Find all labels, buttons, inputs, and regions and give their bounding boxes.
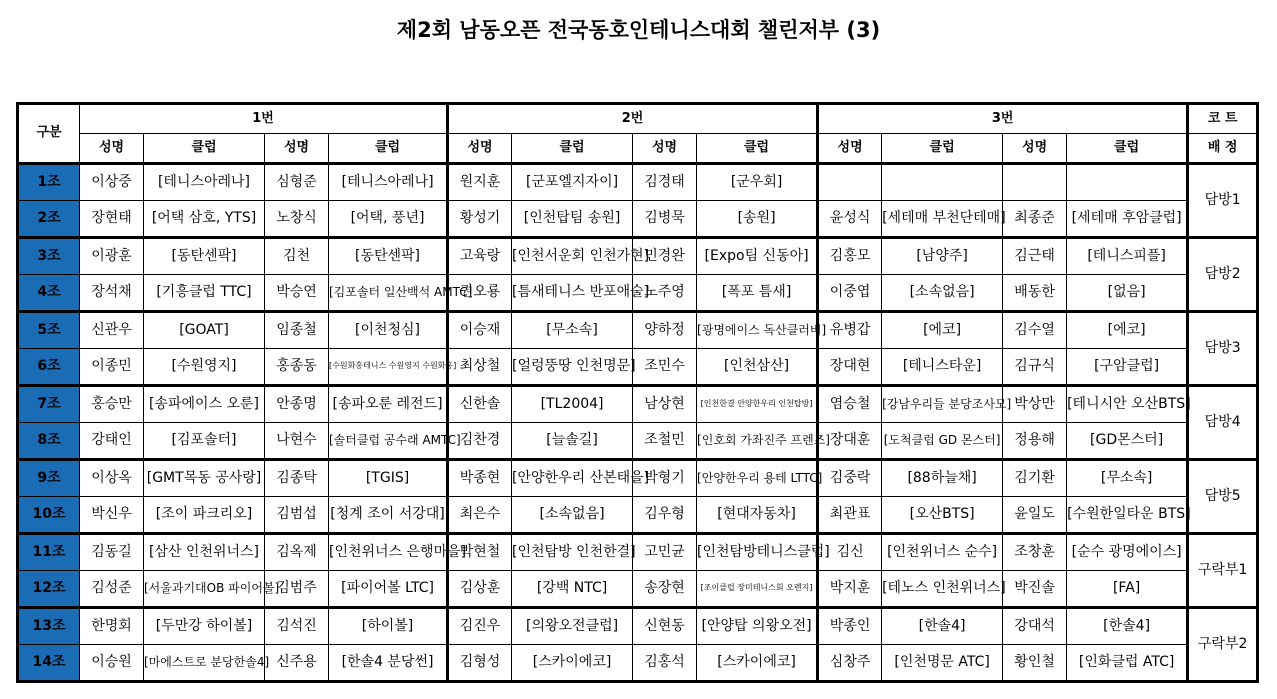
player-name: 장대현 [818, 349, 882, 386]
player-club: [테노스 인천위너스] [882, 571, 1003, 608]
player-club: [삼산 인천위너스] [144, 534, 265, 571]
player-club: [인천탐방 인천한결] [512, 534, 633, 571]
table-row [18, 164, 1258, 201]
player-name: 박형기 [633, 460, 697, 497]
player-club: [세테매 부천단테매] [882, 201, 1003, 238]
player-club: [TGIS] [329, 460, 448, 497]
group-number: 6조 [18, 349, 80, 386]
court-assignment: 구락부1 [1188, 534, 1258, 608]
player-club: [마에스트로 분당한솔4] [144, 645, 265, 682]
player-club [1067, 164, 1188, 201]
player-name: 박신우 [80, 497, 144, 534]
table-row [18, 386, 1258, 423]
player-name: 최은수 [448, 497, 512, 534]
group-number: 13조 [18, 608, 80, 645]
player-name: 김기환 [1003, 460, 1067, 497]
player-club: [조이클럽 장미테니스회 오렌지] [697, 571, 818, 608]
player-club: [안양한우리 산본태을] [512, 460, 633, 497]
player-name: 박현철 [448, 534, 512, 571]
player-name: 최관표 [818, 497, 882, 534]
player-name: 노창식 [265, 201, 329, 238]
player-name: 김홍석 [633, 645, 697, 682]
court-col-header-top: 코 트 [1188, 104, 1258, 134]
player-name: 배동한 [1003, 275, 1067, 312]
player-name: 김수열 [1003, 312, 1067, 349]
player-name: 박상만 [1003, 386, 1067, 423]
player-club: [안양탑 의왕오전] [697, 608, 818, 645]
table-row [18, 238, 1258, 275]
player-name: 이승원 [80, 645, 144, 682]
player-club: [없음] [1067, 275, 1188, 312]
player-name: 홍종동 [265, 349, 329, 386]
group-number: 5조 [18, 312, 80, 349]
player-name: 김형성 [448, 645, 512, 682]
player-club: [인천삼산] [697, 349, 818, 386]
player-club: [인천탐방테니스클럽] [697, 534, 818, 571]
table-row [18, 497, 1258, 534]
player-name [818, 164, 882, 201]
court-col-header-bottom: 배 정 [1188, 134, 1258, 164]
player-name: 고육랑 [448, 238, 512, 275]
player-name: 박지훈 [818, 571, 882, 608]
player-club: [무소속] [1067, 460, 1188, 497]
name-header: 성명 [448, 134, 512, 164]
player-club: [에코] [882, 312, 1003, 349]
player-club: [FA] [1067, 571, 1188, 608]
player-club: [수원한일타운 BTS] [1067, 497, 1188, 534]
player-club: [동탄센팍] [144, 238, 265, 275]
table-row [18, 349, 1258, 386]
player-club: [한솔4] [882, 608, 1003, 645]
player-club: [수원영지] [144, 349, 265, 386]
player-club: [테니스피플] [1067, 238, 1188, 275]
player-name: 김동길 [80, 534, 144, 571]
player-club: [어택, 풍년] [329, 201, 448, 238]
court-assignment: 담방5 [1188, 460, 1258, 534]
court3-header: 3번 [818, 104, 1188, 134]
club-header: 클럽 [697, 134, 818, 164]
player-name: 홍승만 [80, 386, 144, 423]
player-name: 김종탁 [265, 460, 329, 497]
player-name: 유병갑 [818, 312, 882, 349]
player-name: 김우형 [633, 497, 697, 534]
player-club: [하이볼] [329, 608, 448, 645]
table-row [18, 423, 1258, 460]
group-header: 구분 [18, 104, 80, 164]
group-number: 8조 [18, 423, 80, 460]
player-name: 한명회 [80, 608, 144, 645]
player-name: 송장현 [633, 571, 697, 608]
player-club: [인천위너스 순수] [882, 534, 1003, 571]
player-club: [세테매 후암클럽] [1067, 201, 1188, 238]
player-club: [강백 NTC] [512, 571, 633, 608]
court-assignment: 담방3 [1188, 312, 1258, 386]
group-number: 14조 [18, 645, 80, 682]
player-name: 장현태 [80, 201, 144, 238]
player-name: 권오룡 [448, 275, 512, 312]
player-name: 신관우 [80, 312, 144, 349]
player-club: [Expo팀 신동아] [697, 238, 818, 275]
player-name: 김상훈 [448, 571, 512, 608]
player-name [1003, 164, 1067, 201]
group-number: 2조 [18, 201, 80, 238]
player-name: 김경태 [633, 164, 697, 201]
player-club: [의왕오전클럽] [512, 608, 633, 645]
player-club: [에코] [1067, 312, 1188, 349]
player-name: 신현동 [633, 608, 697, 645]
group-number: 11조 [18, 534, 80, 571]
player-club: [청계 조이 서강대] [329, 497, 448, 534]
table-row [18, 201, 1258, 238]
player-club: [기흥클럽 TTC] [144, 275, 265, 312]
player-name: 윤성식 [818, 201, 882, 238]
player-name: 최종준 [1003, 201, 1067, 238]
table-row [18, 608, 1258, 645]
player-club: [인천위너스 은행마을] [329, 534, 448, 571]
player-name: 김규식 [1003, 349, 1067, 386]
player-club: [한솔4] [1067, 608, 1188, 645]
table-row [18, 312, 1258, 349]
player-club: [88하늘채] [882, 460, 1003, 497]
player-club: [이천청심] [329, 312, 448, 349]
player-name: 신한솔 [448, 386, 512, 423]
name-header: 성명 [1003, 134, 1067, 164]
group-number: 4조 [18, 275, 80, 312]
group-number: 3조 [18, 238, 80, 275]
player-club: [테니스타운] [882, 349, 1003, 386]
name-header: 성명 [633, 134, 697, 164]
player-name: 조창훈 [1003, 534, 1067, 571]
player-name: 장대훈 [818, 423, 882, 460]
player-club: [소속없음] [512, 497, 633, 534]
player-name: 민경완 [633, 238, 697, 275]
player-name: 조철민 [633, 423, 697, 460]
player-club: [인천한결 안양한우리 인천탑방] [697, 386, 818, 423]
player-name: 김진우 [448, 608, 512, 645]
player-name: 박종현 [448, 460, 512, 497]
player-name: 김근태 [1003, 238, 1067, 275]
name-header: 성명 [80, 134, 144, 164]
name-header: 성명 [818, 134, 882, 164]
player-club: [솔터클럽 공수래 AMTC] [329, 423, 448, 460]
player-name: 김범주 [265, 571, 329, 608]
player-club: [서울과기대OB 파이어볼] [144, 571, 265, 608]
player-name: 김옥제 [265, 534, 329, 571]
club-header: 클럽 [329, 134, 448, 164]
player-name: 최상철 [448, 349, 512, 386]
player-club: [도척클럽 GD 몬스터] [882, 423, 1003, 460]
club-header: 클럽 [144, 134, 265, 164]
player-club: [무소속] [512, 312, 633, 349]
player-club: [조이 파크리오] [144, 497, 265, 534]
player-club: [송파오룬 레전드] [329, 386, 448, 423]
player-club: [테니스아레나] [329, 164, 448, 201]
player-name: 양하정 [633, 312, 697, 349]
club-header: 클럽 [512, 134, 633, 164]
player-name: 김성준 [80, 571, 144, 608]
player-club: [송원] [697, 201, 818, 238]
player-club: [김포솔터] [144, 423, 265, 460]
player-name: 김범섭 [265, 497, 329, 534]
player-club: [스카이에코] [512, 645, 633, 682]
player-club: [틈새테니스 반포애술] [512, 275, 633, 312]
player-name: 김병묵 [633, 201, 697, 238]
player-name: 고민균 [633, 534, 697, 571]
player-club: [오산BTS] [882, 497, 1003, 534]
club-header: 클럽 [1067, 134, 1188, 164]
player-name: 이상중 [80, 164, 144, 201]
player-name: 남상현 [633, 386, 697, 423]
player-name: 나현수 [265, 423, 329, 460]
table-row [18, 534, 1258, 571]
player-club: [인천서운회 인천가현] [512, 238, 633, 275]
player-name: 이상옥 [80, 460, 144, 497]
player-name: 박진솔 [1003, 571, 1067, 608]
player-name: 이승재 [448, 312, 512, 349]
player-club: [테니시안 오산BTS] [1067, 386, 1188, 423]
player-name: 심형준 [265, 164, 329, 201]
player-club: [GD몬스터] [1067, 423, 1188, 460]
court-assignment: 담방2 [1188, 238, 1258, 312]
player-name: 이중엽 [818, 275, 882, 312]
table-row [18, 460, 1258, 497]
player-club: [광명에이스 독산클러버] [697, 312, 818, 349]
player-club: [남양주] [882, 238, 1003, 275]
player-club: [파이어볼 LTC] [329, 571, 448, 608]
player-club [882, 164, 1003, 201]
player-club: [동탄센팍] [329, 238, 448, 275]
player-club: [GMT목동 공사랑] [144, 460, 265, 497]
name-header: 성명 [265, 134, 329, 164]
bracket-table [16, 102, 1259, 683]
court-assignment: 담방1 [1188, 164, 1258, 238]
player-name: 신주용 [265, 645, 329, 682]
player-club: [강남우리들 분당조사모] [882, 386, 1003, 423]
player-club: [인천명문 ATC] [882, 645, 1003, 682]
player-name: 심창주 [818, 645, 882, 682]
group-number: 7조 [18, 386, 80, 423]
player-name: 노주영 [633, 275, 697, 312]
group-number: 12조 [18, 571, 80, 608]
player-club: [폭포 틈새] [697, 275, 818, 312]
player-club: [늘솔길] [512, 423, 633, 460]
group-number: 1조 [18, 164, 80, 201]
player-club: [인화클럽 ATC] [1067, 645, 1188, 682]
club-header: 클럽 [882, 134, 1003, 164]
player-club: [구암클럽] [1067, 349, 1188, 386]
player-name: 김찬경 [448, 423, 512, 460]
table-row [18, 275, 1258, 312]
player-name: 김석진 [265, 608, 329, 645]
player-name: 안종명 [265, 386, 329, 423]
player-name: 강대석 [1003, 608, 1067, 645]
page-title: 제2회 남동오픈 전국동호인테니스대회 챌린저부 (3) [396, 18, 881, 42]
player-club: [송파에이스 오룬] [144, 386, 265, 423]
player-club: [두만강 하이볼] [144, 608, 265, 645]
player-name: 염승철 [818, 386, 882, 423]
player-name: 원지훈 [448, 164, 512, 201]
player-club: [군우회] [697, 164, 818, 201]
player-club: [얼렁뚱땅 인천명문] [512, 349, 633, 386]
player-name: 황인철 [1003, 645, 1067, 682]
table-row [18, 571, 1258, 608]
player-name: 이광훈 [80, 238, 144, 275]
court2-header: 2번 [448, 104, 818, 134]
player-club: [안양한우리 용테 LTTC] [697, 460, 818, 497]
player-name: 조민수 [633, 349, 697, 386]
player-name: 강태인 [80, 423, 144, 460]
player-club: [인천탑팀 송원] [512, 201, 633, 238]
player-club: [한솔4 분당썬] [329, 645, 448, 682]
player-club: [테니스아레나] [144, 164, 265, 201]
player-name: 정용해 [1003, 423, 1067, 460]
table-row [18, 645, 1258, 682]
player-name: 박종인 [818, 608, 882, 645]
player-club: [김포솔터 일산백석 AMTC] [329, 275, 448, 312]
player-name: 윤일도 [1003, 497, 1067, 534]
player-club: [GOAT] [144, 312, 265, 349]
group-number: 10조 [18, 497, 80, 534]
player-name: 김천 [265, 238, 329, 275]
player-club: [수원화홍테니스 수원영지 수원화홍] [329, 349, 448, 386]
player-name: 김중락 [818, 460, 882, 497]
player-club: [TL2004] [512, 386, 633, 423]
group-number: 9조 [18, 460, 80, 497]
player-name: 김신 [818, 534, 882, 571]
court-assignment: 담방4 [1188, 386, 1258, 460]
player-club: [순수 광명에이스] [1067, 534, 1188, 571]
player-name: 김홍모 [818, 238, 882, 275]
player-club: [현대자동차] [697, 497, 818, 534]
court1-header: 1번 [80, 104, 448, 134]
player-club: [소속없음] [882, 275, 1003, 312]
player-name: 장석채 [80, 275, 144, 312]
player-club: [인호회 가좌진주 프렌즈] [697, 423, 818, 460]
player-club: [군포엘지자이] [512, 164, 633, 201]
player-club: [어택 삼호, YTS] [144, 201, 265, 238]
player-name: 박승연 [265, 275, 329, 312]
player-club: [스카이에코] [697, 645, 818, 682]
player-name: 임종철 [265, 312, 329, 349]
player-name: 황성기 [448, 201, 512, 238]
player-name: 이종민 [80, 349, 144, 386]
court-assignment: 구락부2 [1188, 608, 1258, 682]
